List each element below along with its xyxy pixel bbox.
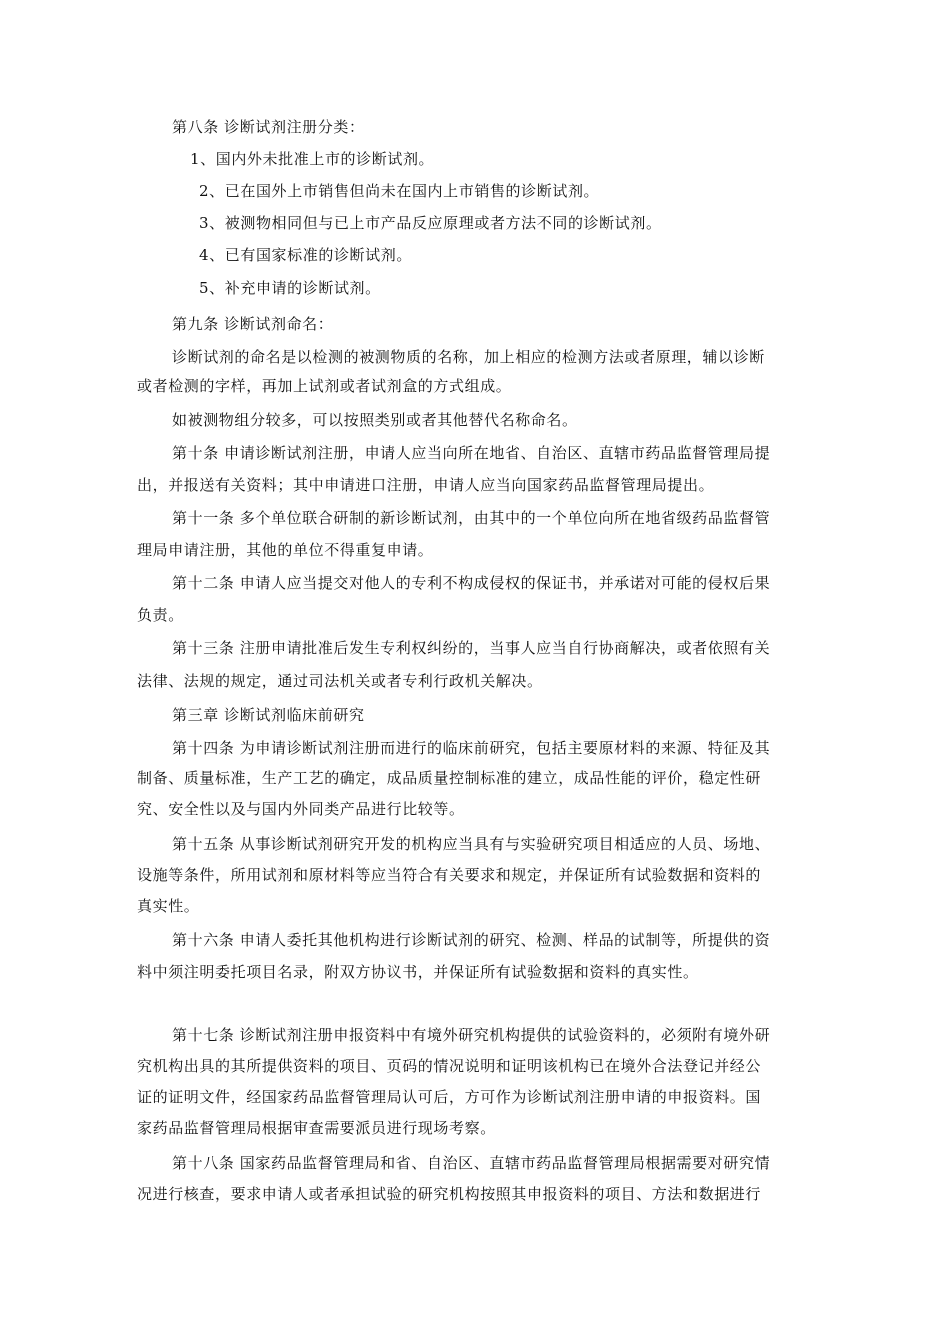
article-14-line: 第十四条 为申请诊断试剂注册而进行的临床前研究，包括主要原材料的来源、特征及其 — [172, 739, 771, 757]
article-14-line: 制备、质量标准，生产工艺的确定，成品质量控制标准的建立，成品性能的评价，稳定性研 — [137, 769, 762, 787]
chapter-3-heading: 第三章 诊断试剂临床前研究 — [172, 706, 365, 724]
paragraph-line: 或者检测的字样，再加上试剂或者试剂盒的方式组成。 — [137, 377, 512, 395]
article-13-line: 法律、法规的规定，通过司法机关或者专利行政机关解决。 — [137, 672, 543, 690]
article-11-line: 第十一条 多个单位联合研制的新诊断试剂，由其中的一个单位向所在地省级药品监督管 — [172, 509, 771, 527]
article-8-heading: 第八条 诊断试剂注册分类： — [172, 118, 365, 136]
paragraph-line: 诊断试剂的命名是以检测的被测物质的名称，加上相应的检测方法或者原理，辅以诊断 — [172, 348, 765, 366]
article-17-line: 究机构出具的其所提供资料的项目、页码的情况说明和证明该机构已在境外合法登记并经公 — [137, 1057, 762, 1075]
article-15-line: 第十五条 从事诊断试剂研究开发的机构应当具有与实验研究项目相适应的人员、场地、 — [172, 835, 771, 853]
list-item: 1、国内外未批准上市的诊断试剂。 — [190, 150, 435, 168]
article-12-line: 第十二条 申请人应当提交对他人的专利不构成侵权的保证书，并承诺对可能的侵权后果 — [172, 574, 771, 592]
list-item: 5、补充申请的诊断试剂。 — [199, 279, 381, 297]
article-16-line: 料中须注明委托项目名录，附双方协议书，并保证所有试验数据和资料的真实性。 — [137, 963, 699, 981]
article-15-line: 真实性。 — [137, 897, 200, 915]
list-item: 3、被测物相同但与已上市产品反应原理或者方法不同的诊断试剂。 — [199, 214, 662, 232]
article-15-line: 设施等条件，所用试剂和原材料等应当符合有关要求和规定，并保证所有试验数据和资料的 — [137, 866, 762, 884]
article-12-line: 负责。 — [137, 606, 184, 624]
article-17-line: 家药品监督管理局根据审查需要派员进行现场考察。 — [137, 1119, 496, 1137]
article-17-line: 第十七条 诊断试剂注册申报资料中有境外研究机构提供的试验资料的，必须附有境外研 — [172, 1026, 771, 1044]
article-11-line: 理局申请注册，其他的单位不得重复申请。 — [137, 541, 434, 559]
article-18-line: 况进行核查，要求申请人或者承担试验的研究机构按照其申报资料的项目、方法和数据进行 — [137, 1185, 762, 1203]
article-18-line: 第十八条 国家药品监督管理局和省、自治区、直辖市药品监督管理局根据需要对研究情 — [172, 1154, 771, 1172]
article-9-heading: 第九条 诊断试剂命名： — [172, 315, 334, 333]
article-14-line: 究、安全性以及与国内外同类产品进行比较等。 — [137, 800, 465, 818]
article-10-line: 第十条 申请诊断试剂注册，申请人应当向所在地省、自治区、直辖市药品监督管理局提 — [172, 444, 771, 462]
article-13-line: 第十三条 注册申请批准后发生专利权纠纷的，当事人应当自行协商解决，或者依照有关 — [172, 639, 771, 657]
article-10-line: 出，并报送有关资料；其中申请进口注册，申请人应当向国家药品监督管理局提出。 — [137, 476, 715, 494]
list-item: 2、已在国外上市销售但尚未在国内上市销售的诊断试剂。 — [199, 182, 600, 200]
paragraph-line: 如被测物组分较多，可以按照类别或者其他替代名称命名。 — [172, 411, 578, 429]
list-item: 4、已有国家标准的诊断试剂。 — [199, 246, 412, 264]
article-16-line: 第十六条 申请人委托其他机构进行诊断试剂的研究、检测、样品的试制等，所提供的资 — [172, 931, 771, 949]
article-17-line: 证的证明文件，经国家药品监督管理局认可后，方可作为诊断试剂注册申请的申报资料。国 — [137, 1088, 762, 1106]
